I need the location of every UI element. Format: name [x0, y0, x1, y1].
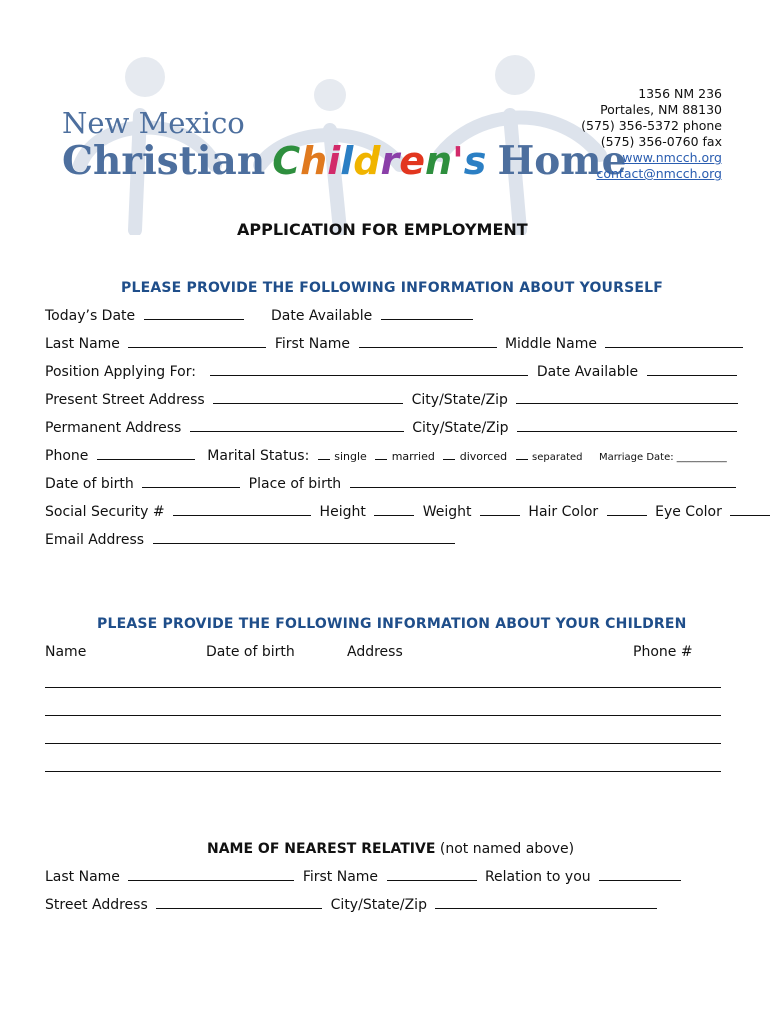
row-birth [45, 476, 736, 492]
last-name-field[interactable] [128, 346, 266, 348]
dob-label: Date of birth [45, 476, 134, 492]
relative-street-label: Street Address [45, 897, 148, 913]
logo-letter: d [353, 139, 381, 183]
logo-letter: l [340, 139, 354, 183]
address-fax: (575) 356-0760 fax [600, 134, 722, 149]
address-street: 1356 NM 236 [638, 86, 722, 101]
dob-field[interactable] [142, 486, 240, 488]
date-available2-label: Date Available [536, 364, 639, 380]
address-city: Portales, NM 88130 [600, 102, 722, 117]
date-available-label: Date Available [271, 308, 373, 324]
ssn-field[interactable] [173, 514, 311, 516]
divorced-blank[interactable] [443, 458, 455, 460]
relation-field[interactable] [599, 879, 681, 881]
row-ssn [45, 504, 770, 520]
relative-csz-label: City/State/Zip [330, 897, 427, 913]
col-address-header: Address [347, 644, 403, 660]
section2-heading: PLEASE PROVIDE THE FOLLOWING INFORMATION ABOUT YOUR CHILDREN [97, 616, 687, 632]
permanent-address-label: Permanent Address [45, 420, 182, 436]
logo-letter: i [327, 139, 341, 183]
logo-main [62, 138, 626, 184]
row-relative-address [45, 897, 657, 913]
present-street-label: Present Street Address [45, 392, 205, 408]
first-name-field[interactable] [359, 346, 497, 348]
child-row-2-line[interactable] [45, 715, 721, 716]
logo-word-childrens [272, 139, 486, 183]
address-phone: (575) 356-5372 phone [581, 118, 722, 133]
present-csz-label: City/State/Zip [411, 392, 508, 408]
marital-label: Marital Status: [207, 448, 310, 464]
marriage-date-label: Marriage Date: __________ [598, 452, 727, 463]
page-title: APPLICATION FOR EMPLOYMENT [237, 220, 528, 239]
last-name-label: Last Name [45, 336, 120, 352]
row-permanent-address [45, 420, 737, 436]
child-row-4-line[interactable] [45, 771, 721, 772]
relative-last-name-label: Last Name [45, 869, 120, 885]
eye-label: Eye Color [655, 504, 722, 520]
todays-date-field[interactable] [144, 318, 244, 320]
address-block [581, 86, 722, 182]
row-present-address [45, 392, 738, 408]
married-blank[interactable] [375, 458, 387, 460]
hair-label: Hair Color [528, 504, 599, 520]
permanent-csz-field[interactable] [517, 430, 737, 432]
relative-csz-field[interactable] [435, 907, 657, 909]
col-dob-header: Date of birth [206, 644, 295, 660]
place-of-birth-field[interactable] [350, 486, 736, 488]
married-label: married [391, 450, 435, 463]
relative-first-name-label: First Name [302, 869, 379, 885]
logo-letter: e [399, 139, 426, 183]
phone-field[interactable] [97, 458, 195, 460]
relation-label: Relation to you [484, 869, 591, 885]
child-row-3-line[interactable] [45, 743, 721, 744]
section3-heading-note: (not named above) [439, 841, 575, 857]
relative-street-field[interactable] [156, 907, 322, 909]
website-link[interactable]: www.nmcch.org [622, 150, 722, 165]
date-available-field[interactable] [381, 318, 473, 320]
permanent-address-field[interactable] [190, 430, 404, 432]
present-csz-field[interactable] [516, 402, 738, 404]
date-available2-field[interactable] [647, 374, 737, 376]
todays-date-label: Today’s Date [45, 308, 136, 324]
height-field[interactable] [374, 514, 414, 516]
email-label: Email Address [45, 532, 145, 548]
row-date-available [271, 308, 473, 324]
height-label: Height [319, 504, 366, 520]
middle-name-label: Middle Name [504, 336, 597, 352]
weight-label: Weight [422, 504, 472, 520]
hair-field[interactable] [607, 514, 647, 516]
logo-letter: ' [452, 139, 464, 183]
position-label: Position Applying For: [45, 364, 196, 380]
child-row-1-line[interactable] [45, 687, 721, 688]
row-relative-names [45, 869, 681, 885]
divorced-label: divorced [459, 450, 508, 463]
middle-name-field[interactable] [605, 346, 743, 348]
place-of-birth-label: Place of birth [248, 476, 342, 492]
present-street-field[interactable] [213, 402, 403, 404]
row-names [45, 336, 743, 352]
row-todays-date [45, 308, 244, 324]
email-field[interactable] [153, 542, 455, 544]
row-email [45, 532, 455, 548]
logo-word-home: Home [497, 138, 627, 184]
row-phone-marital [45, 448, 727, 464]
section3-heading [207, 841, 574, 857]
eye-field[interactable] [730, 514, 770, 516]
logo-letter: n [425, 139, 453, 183]
permanent-csz-label: City/State/Zip [412, 420, 509, 436]
logo-word-christian: Christian [62, 138, 266, 184]
email-link[interactable]: contact@nmcch.org [596, 166, 722, 181]
single-label: single [334, 450, 367, 463]
logo-letter: r [380, 139, 400, 183]
section1-heading: PLEASE PROVIDE THE FOLLOWING INFORMATION ABOUT YOURSELF [121, 280, 664, 296]
logo-letter: C [272, 139, 301, 183]
logo-letter: s [463, 139, 487, 183]
logo [62, 106, 245, 140]
ssn-label: Social Security # [45, 504, 165, 520]
relative-first-name-field[interactable] [387, 879, 477, 881]
section3-heading-bold: NAME OF NEAREST RELATIVE [207, 841, 436, 857]
first-name-label: First Name [274, 336, 351, 352]
row-position [45, 364, 737, 380]
weight-field[interactable] [480, 514, 520, 516]
separated-blank[interactable] [516, 458, 528, 460]
single-blank[interactable] [318, 458, 330, 460]
logo-line1: New Mexico [62, 106, 245, 140]
relative-last-name-field[interactable] [128, 879, 294, 881]
logo-letter: h [300, 139, 328, 183]
position-field[interactable] [210, 374, 528, 376]
phone-label: Phone [45, 448, 89, 464]
separated-label: separated [532, 452, 583, 463]
col-name-header: Name [45, 644, 87, 660]
col-phone-header: Phone # [633, 644, 693, 660]
